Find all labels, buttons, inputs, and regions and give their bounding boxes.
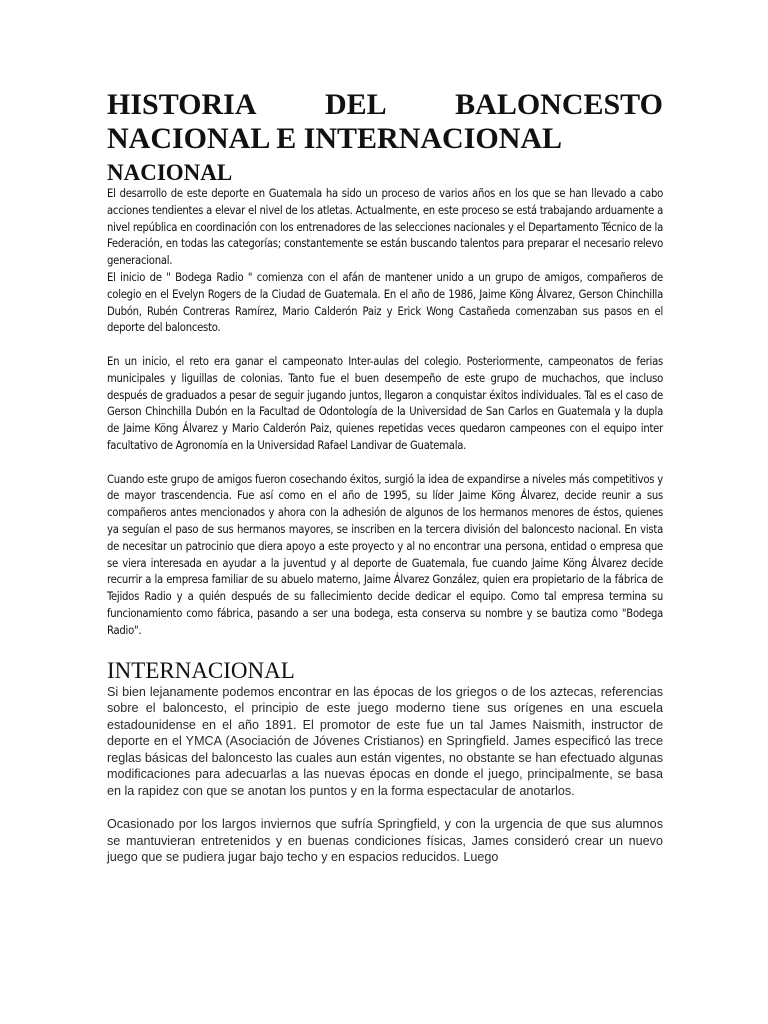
paragraph: Cuando este grupo de amigos fueron cosechando éxitos, surgió la idea de expandirse a niveles más competitivos y de mayor trascendencia. Fue así como en el año de 1995, su líder Jaime Köng Álvarez, decide reunir a sus compañeros antes mencionados y ahora con la adhesión de algunos de los hermanos menores de éstos, quienes ya seguían el paso de sus hermanos mayores, se inscriben en la tercera división del baloncesto nacional. En vista de necesitar un patrocinio que diera apoyo a este proyecto y al no encontrar una persona, entidad o empresa que se viera interesada en ayudar a la juventud y al deporte de Guatemala, fue cuando Jaime Köng Álvarez decide recurrir a la empresa familiar de su abuelo materno, Jaime Álvarez González, quien era propietario de la fábrica de Tejidos Radio y a quién después de su fallecimiento decide dedicar el equipo. Como tal empresa termina su funcionamiento como fábrica, pasando a ser una bodega, esta conserva su nombre y se bautiza como "Bodega Radio". bbox=[107, 472, 663, 637]
paragraph: El desarrollo de este deporte en Guatemala ha sido un proceso de varios años en los que se han llevado a cabo acciones tendientes a elevar el nivel de los atletas. Actualmente, en este proceso se está trabajando arduamente a nivel república en coordinación con los entrenadores de las selecciones nacionales y el Departamento Técnico de la Federación, en todas las categorías; constantemente se están buscando talentos para preparar el necesario relevo generacional. bbox=[107, 187, 663, 268]
title-line-1 bbox=[107, 88, 663, 122]
internacional-body bbox=[107, 684, 663, 867]
document-title bbox=[107, 88, 663, 156]
paragraph: Ocasionado por los largos inviernos que sufría Springfield, y con la urgencia de que sus alumnos se mantuvieran entretenidos y en buenas condiciones físicas, James consideró crear un nuevo juego que se pudiera jugar bajo techo y en espacios reducidos. Luego bbox=[107, 817, 663, 865]
title-word: HISTORIA bbox=[107, 88, 257, 121]
paragraph: El inicio de " Bodega Radio " comienza con el afán de mantener unido a un grupo de amigos, compañeros de colegio en el Evelyn Rogers de la Ciudad de Guatemala. En el año de 1986, Jaime Köng Álvarez, Gerson Chinchilla Dubón, Rubén Contreras Ramírez, Mario Calderón Paiz y Erick Wong Castañeda comenzaban sus pasos en el deporte del baloncesto. bbox=[107, 270, 663, 335]
nacional-body bbox=[107, 186, 663, 640]
title-word: DEL bbox=[324, 88, 387, 121]
title-word: BALONCESTO bbox=[455, 88, 663, 121]
paragraph: En un inicio, el reto era ganar el campeonato Inter-aulas del colegio. Posteriormente, campeonatos de ferias municipales y liguillas de colonias. Tanto fue el buen desempeño de este grupo de muchachos, que incluso después de graduados a pesar de seguir jugando juntos, llegaron a conquistar éxitos individuales. Tal es el caso de Gerson Chinchilla Dubón en la Facultad de Odontología de la Universidad de San Carlos en Guatemala y la dupla de Jaime Köng Álvarez y Mario Calderón Paiz, quienes repetidas veces quedaron campeones con el equipo inter facultativo de Agronomía en la Universidad Rafael Landivar de Guatemala. bbox=[107, 354, 663, 452]
title-line-2: NACIONAL E INTERNACIONAL bbox=[107, 122, 563, 155]
section-heading-nacional: NACIONAL bbox=[107, 160, 233, 185]
paragraph: Si bien lejanamente podemos encontrar en las épocas de los griegos o de los aztecas, referencias sobre el baloncesto, el principio de este juego moderno tiene sus orígenes en una escuela estadounidense en el año 1891. El promotor de este fue un tal James Naismith, instructor de deporte en el YMCA (Asociación de Jóvenes Cristianos) en Springfield. James especificó las trece reglas básicas del baloncesto las cuales aun están vigentes, no obstante se han efectuado algunas modificaciones para adecuarlas a las nuevas épocas en donde el juego, principalmente, se basa en la rapidez con que se anotan los puntos y en la forma espectacular de anotarlos. bbox=[107, 684, 663, 799]
section-heading-internacional: INTERNACIONAL bbox=[107, 657, 295, 683]
